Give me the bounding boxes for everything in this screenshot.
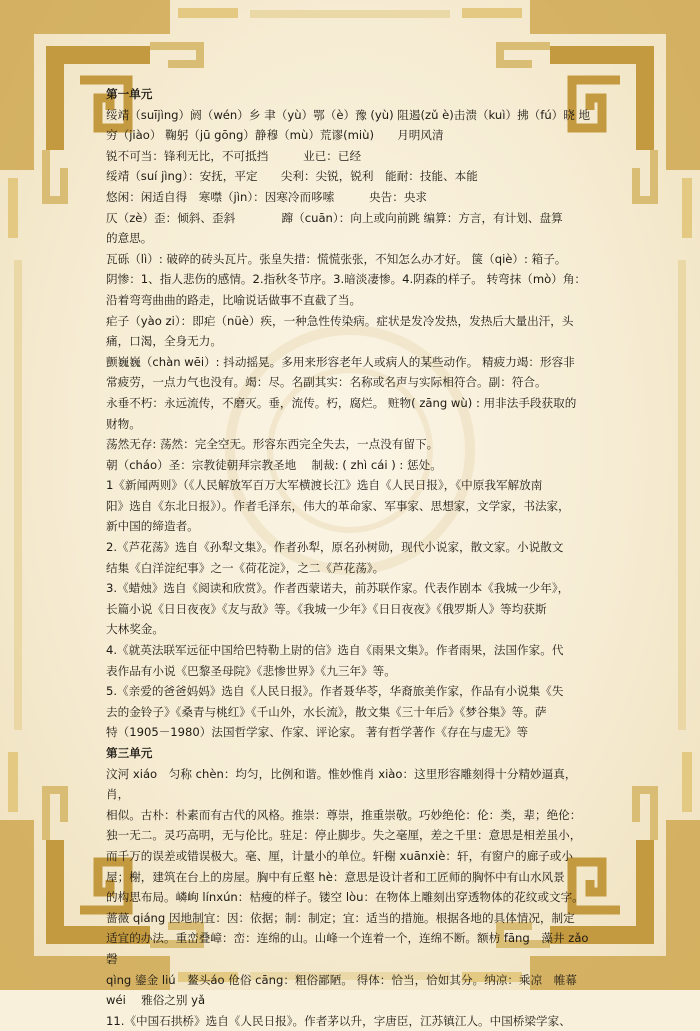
text-line: 悠闲：闲适自得 寒噤（jìn）：因寒冷而哆嗦 央告：央求 bbox=[106, 189, 428, 204]
text-line: 结集《白洋淀纪事》之一《荷花淀》，之二《芦花荡》。 bbox=[106, 560, 385, 575]
text-line: 的意思。 bbox=[106, 231, 153, 246]
text-line: 荡然无存: 荡然：完全空无。形容东西完全失去，一点没有留下。 bbox=[106, 437, 439, 452]
text-line: 而千万的误差或错误极大。毫、厘，计量小的单位。轩榭 xuānxiè：轩，有窗户的廊子或小 bbox=[106, 848, 573, 863]
text-line: 蔷薇 qiáng 因地制宜：因：依据；制：制定；宜：适当的措施。根据各地的具体情况，制定 bbox=[106, 910, 575, 925]
text-line: 朝（cháo）圣：宗教徒朝拜宗教圣地 制裁: ( zhì cái ) : 惩处。 bbox=[106, 457, 442, 472]
text-line: 表作品有小说《巴黎圣母院》《悲惨世界》《九三年》等。 bbox=[106, 663, 396, 678]
text-line: 沿着弯弯曲曲的路走，比喻说话做事不直截了当。 bbox=[106, 292, 362, 307]
text-line: 财物。 bbox=[106, 416, 141, 431]
text-line: 瓦砾（lì）: 破碎的砖头瓦片。张皇失措：慌慌张张，不知怎么办才好。 箧（qiè）: 箱子。 bbox=[106, 251, 567, 266]
text-line: 绥靖（suí jìng）：安抚，平定 尖利：尖锐，锐利 能耐：技能、本能 bbox=[106, 169, 478, 184]
section-3-text bbox=[106, 764, 594, 1031]
text-line: 阳》选自《东北日报》）。作者毛泽东，伟大的革命家、军事家、思想家，文学家，书法家， bbox=[106, 498, 570, 513]
text-line: 痛，口渴，全身无力。 bbox=[106, 334, 222, 349]
text-line: 特（1905－1980）法国哲学家、作家、评论家。 著有哲学著作《存在与虚无》等 bbox=[106, 725, 529, 740]
text-line: 锐不可当：锋利无比，不可抵挡 业已：已经 bbox=[106, 148, 362, 163]
section-1-text bbox=[106, 105, 594, 743]
text-line: 永垂不朽：永远流传，不磨灭。垂，流传。朽，腐烂。 赃物( zāng wù) : 用非法手段获取的 bbox=[106, 395, 577, 410]
text-line: 去的金铃子》《桑青与桃红》《千山外，水长流》，散文集《三十年后》《梦谷集》等。萨 bbox=[106, 704, 547, 719]
text-line: 11.《中国石拱桥》选自《人民日报》。作者茅以升，字唐臣，江苏镇江人。中国桥梁学家、 bbox=[106, 1013, 571, 1028]
text-line: 的构思布局。嶙峋 línxún：枯瘦的样子。镂空 lòu：在物体上雕刻出穿透物体的花纹或文字。 bbox=[106, 890, 584, 905]
text-line: 独一无二。灵巧高明，无与伦比。驻足：停止脚步。失之毫厘，差之千里：意思是相差虽小， bbox=[106, 828, 582, 843]
text-line: 穷（jiào） 鞠躬（jū gōng）静穆（mù）荒谬(miù) 月明风清 bbox=[106, 128, 444, 143]
text-line: 常疲劳，一点力气也没有。竭：尽。名副其实：名称或名声与实际相符合。副：符合。 bbox=[106, 375, 547, 390]
text-line: 4.《就英法联军远征中国给巴特勒上尉的信》选自《雨果文集》。作者雨果，法国作家。代 bbox=[106, 643, 564, 658]
text-line: 绥靖（suījìng）阏（wén）乡 聿（yù）鄂（è）豫 (yù) 阻遏(zǔ è)击溃（kuì）拂（fú）晓 地 bbox=[106, 107, 591, 122]
text-line: 仄（zè）歪：倾斜、歪斜 蹿（cuān）：向上或向前跳 编算：方言，有计划、盘算 bbox=[106, 210, 563, 225]
section-heading-unit-1: 第一单元 bbox=[106, 87, 153, 101]
text-line: 2.《芦花荡》选自《孙犁文集》。作者孙犁，原名孙树勋，现代小说家，散文家。小说散文 bbox=[106, 540, 564, 555]
document-body bbox=[106, 84, 594, 1031]
text-line: 屋；榭，建筑在台上的房屋。胸中有丘壑 hè：意思是设计者和工匠师的胸怀中有山水风景 bbox=[106, 869, 565, 884]
text-line: 5.《亲爱的爸爸妈妈》选自《人民日报》。作者聂华苓，华裔旅美作家，作品有小说集《失 bbox=[106, 684, 564, 699]
text-line: wéi 雅俗之别 yǎ bbox=[106, 993, 206, 1008]
text-line: 相似。古朴：朴素而有古代的风格。推崇：尊崇，推重崇敬。巧妙绝伦：伦：类，辈；绝伦： bbox=[106, 807, 582, 822]
text-line: 适宜的办法。重峦叠嶂：峦：连绵的山。山峰一个连着一个，连绵不断。额枋 fāng 藻井 zǎo 磬 bbox=[106, 931, 589, 966]
text-line: 阴惨：1、指人悲伤的感情。2.指秋冬节序。3.暗淡凄惨。4.阴森的样子。 转弯抹（mò）角： bbox=[106, 272, 587, 287]
text-line: 1《新闻两则》（《人民解放军百万大军横渡长江》选自《人民日报》，《中原我军解放南 bbox=[106, 478, 543, 493]
text-line: 3.《蜡烛》选自《阅读和欣赏》。作者西蒙诺夫，前苏联作家。代表作剧本《我城一少年》， bbox=[106, 581, 570, 596]
text-line: 长篇小说《日日夜夜》《友与敌》等。《我城一少年》《日日夜夜》《俄罗斯人》等均获斯 bbox=[106, 601, 547, 616]
section-heading-unit-3: 第三单元 bbox=[106, 746, 153, 760]
text-line: 疟子（yào zi）：即疟（nüè）疾，一种急性传染病。症状是发冷发热，发热后大量出汗，头 bbox=[106, 313, 574, 328]
text-line: 颤巍巍（chàn wēi）: 抖动摇晃。多用来形容老年人或病人的某些动作。 精疲力竭：形容非 bbox=[106, 354, 575, 369]
text-line: qìng 鎏金 liú 鳌头áo 伧俗 cāng：粗俗鄙陋。 得体：恰当，恰如其分。纳凉：乘凉 帷幕 bbox=[106, 972, 577, 987]
text-line: 汶河 xiáo 匀称 chèn：均匀，比例和谐。惟妙惟肖 xiào：这里形容雕刻得十分精妙逼真，肖， bbox=[106, 766, 577, 802]
text-line: 大林奖金。 bbox=[106, 622, 164, 637]
text-line: 新中国的缔造者。 bbox=[106, 519, 199, 534]
